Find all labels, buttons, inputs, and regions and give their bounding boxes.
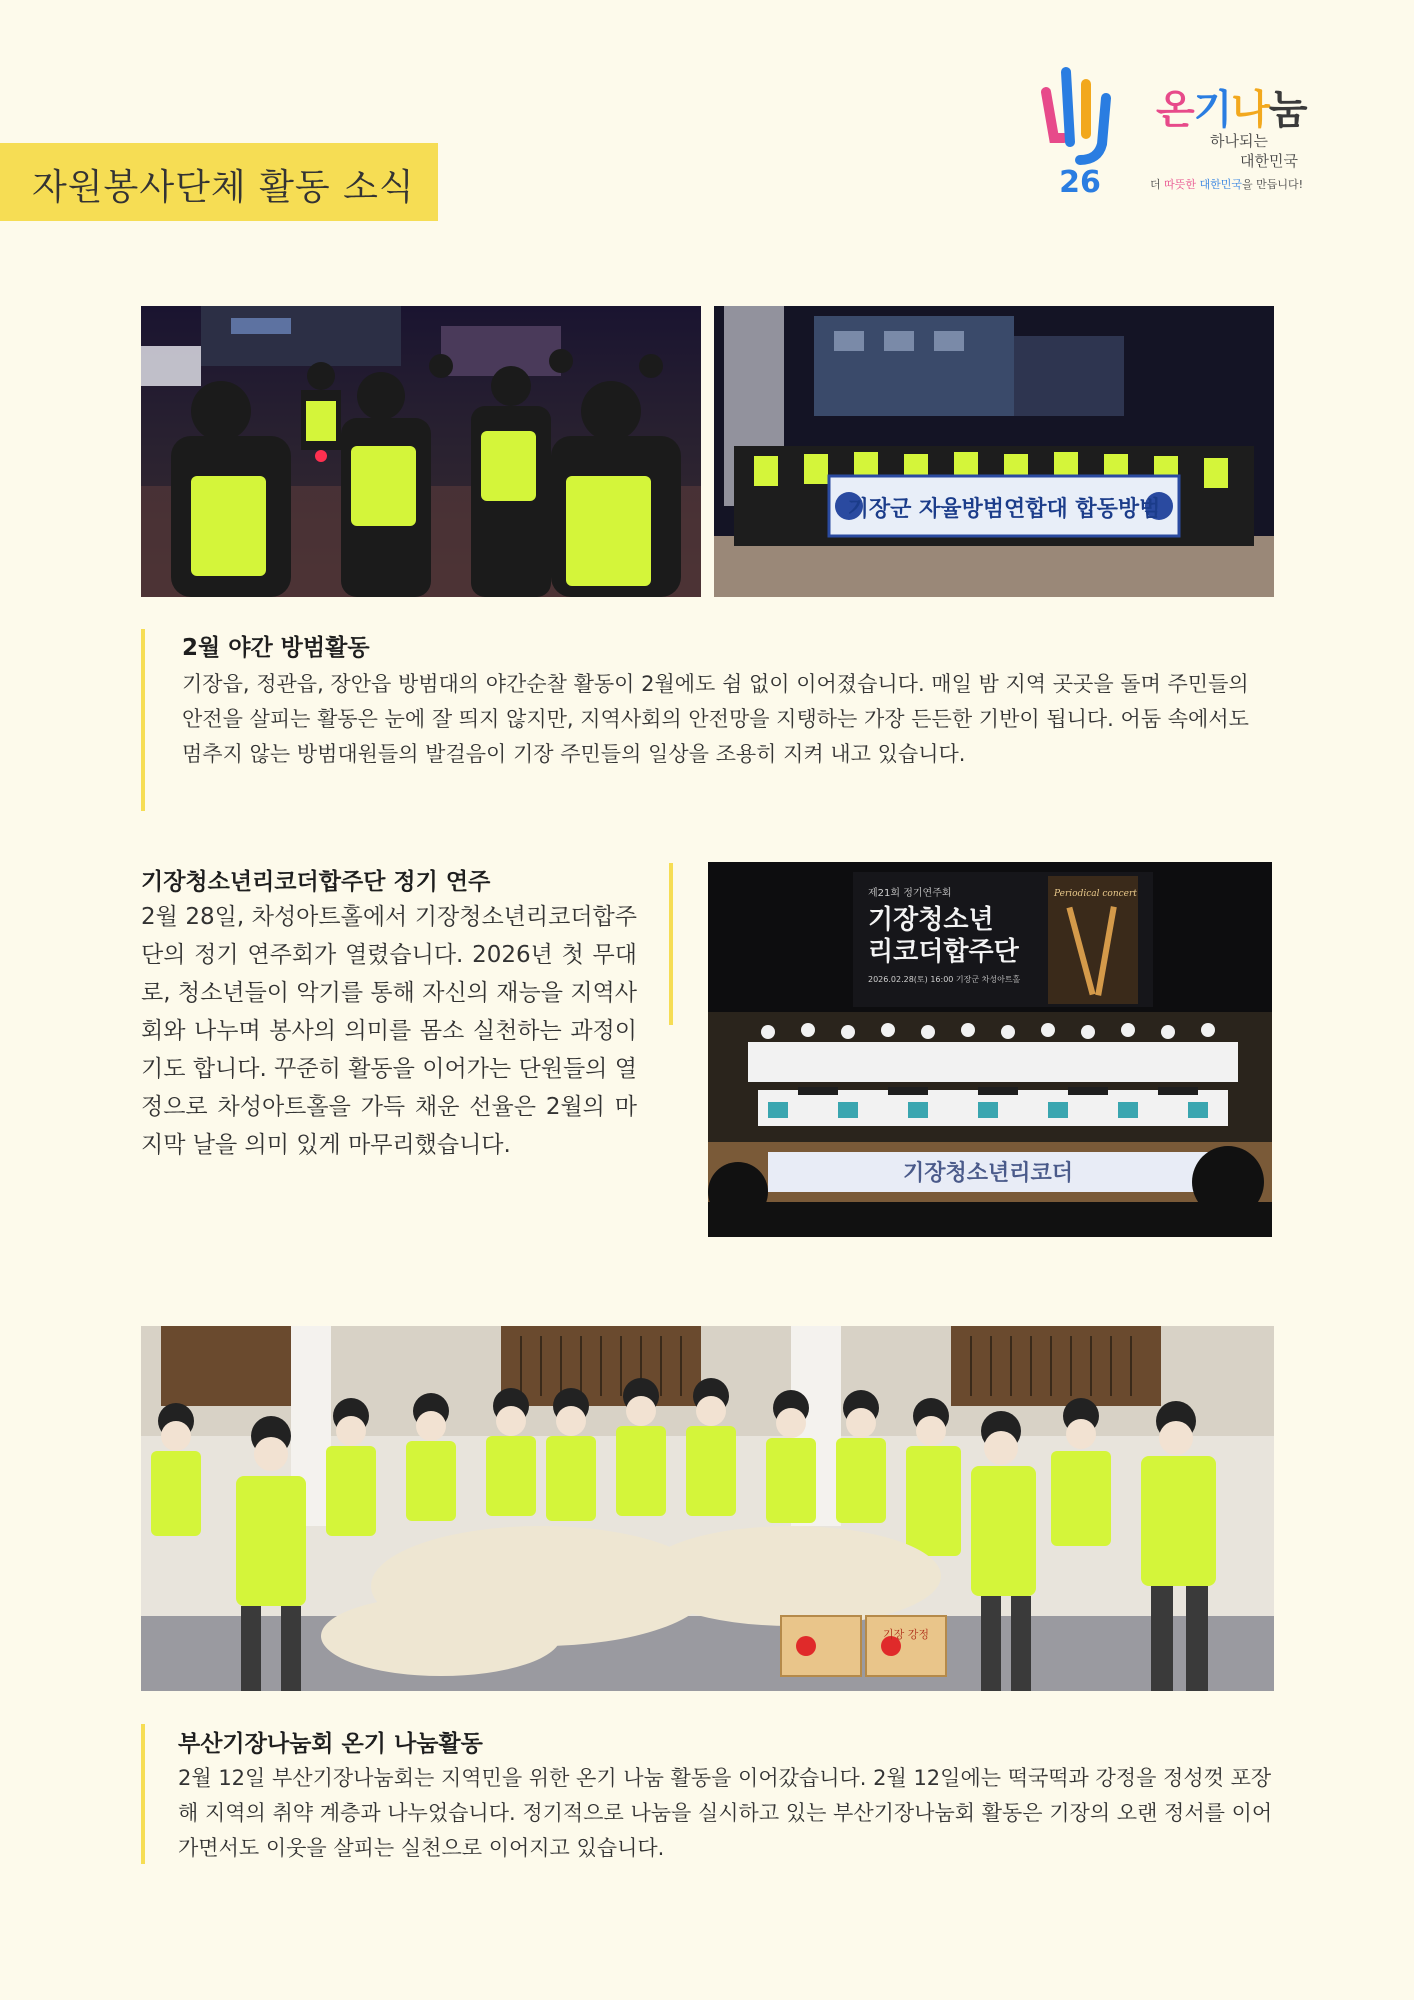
onginanum-logo xyxy=(1150,78,1320,191)
brand-char-3: 나 xyxy=(1231,87,1269,133)
brand-sub-line1: 하나되는 xyxy=(1210,132,1268,150)
section-banner xyxy=(0,143,438,221)
tagline-prefix: 더 xyxy=(1150,178,1165,191)
patrol-group-photo xyxy=(714,306,1274,597)
brand-char-4: 눔 xyxy=(1268,87,1307,133)
tagline-korea: 대한민국 xyxy=(1199,178,1243,191)
tagline-warm: 따뜻한 xyxy=(1164,178,1200,191)
brand-char-2: 기 xyxy=(1193,87,1232,133)
banner-title: 자원봉사단체 활동 소식 xyxy=(32,167,415,208)
brand-tagline xyxy=(1150,176,1303,192)
section3-body: 2월 12일 부산기장나눔회는 지역민을 위한 온기 나눔 활동을 이어갔습니다. 2월 12일에는 떡국떡과 강정을 정성껏 포장해 지역의 취약 계층과 나누었습니다. 정기적으로 나눔을 실시하고 있는 부산기장나눔회 활동은 기장의 오랜 정서를 이어가면서도 이웃을 살피는 실천으로 이어지고 있습니다. xyxy=(178,1766,1273,1860)
night-patrol-photo xyxy=(141,306,701,597)
section2-accent-bar xyxy=(669,863,673,1025)
section3-accent-bar xyxy=(141,1724,145,1864)
concert-screen-date: 2026.02.28(토) 16:00 기장군 차성아트홀 xyxy=(868,975,1021,984)
concert-screen-small: 제21회 정기연주회 xyxy=(868,888,952,899)
brand-sub-line2: 대한민국 xyxy=(1240,152,1298,170)
box-label: 기장 강정 xyxy=(882,1628,930,1641)
concert-banner-text: 기장청소년리코더 xyxy=(902,1161,1074,1186)
logo-year: 26 xyxy=(1059,165,1101,196)
recorder-concert-photo xyxy=(708,862,1272,1237)
brand-char-1: 온 xyxy=(1156,87,1194,133)
sharing-group-photo xyxy=(141,1326,1274,1691)
concert-screen-line2: 리코더합주단 xyxy=(868,937,1019,967)
section1-accent-bar xyxy=(141,629,145,811)
brand-wordmark xyxy=(1156,78,1307,135)
section2-title: 기장청소년리코더합주단 정기 연주 xyxy=(141,869,491,895)
concert-screen-line1: 기장청소년 xyxy=(868,905,994,935)
section1-title: 2월 야간 방범활동 xyxy=(182,635,370,661)
section1-body: 기장읍, 정관읍, 장안읍 방범대의 야간순찰 활동이 2월에도 쉼 없이 이어졌습니다. 매일 밤 지역 곳곳을 돌며 주민들의 안전을 살피는 활동은 눈에 잘 띄지 않지만, 지역사회의 안전망을 지탱하는 가장 든든한 기반이 됩니다. 어둠 속에서도 멈추지 않는 방범대원들의 발걸음이 기장 주민들의 일상을 조용히 지켜 내고 있습니다. xyxy=(182,672,1249,766)
patrol-banner-text: 기장군 자율방범연합대 합동방범 xyxy=(847,497,1161,522)
section3-title: 부산기장나눔회 온기 나눔활동 xyxy=(178,1731,483,1757)
concert-poster-text: Periodical concert xyxy=(1054,889,1137,899)
section2-body: 2월 28일, 차성아트홀에서 기장청소년리코더합주단의 정기 연주회가 열렸습니다. 2026년 첫 무대로, 청소년들이 악기를 통해 자신의 재능을 지역사회와 나누며 봉사의 의미를 몸소 실천하는 과정이기도 합니다. 꾸준히 활동을 이어가는 단원들의 열정으로 차성아트홀을 가득 채운 선율은 2월의 마지막 날을 의미 있게 마무리했습니다. xyxy=(141,904,637,1158)
tagline-suffix: 을 만듭니다! xyxy=(1242,178,1304,191)
volunteer-26-logo xyxy=(1040,64,1120,196)
